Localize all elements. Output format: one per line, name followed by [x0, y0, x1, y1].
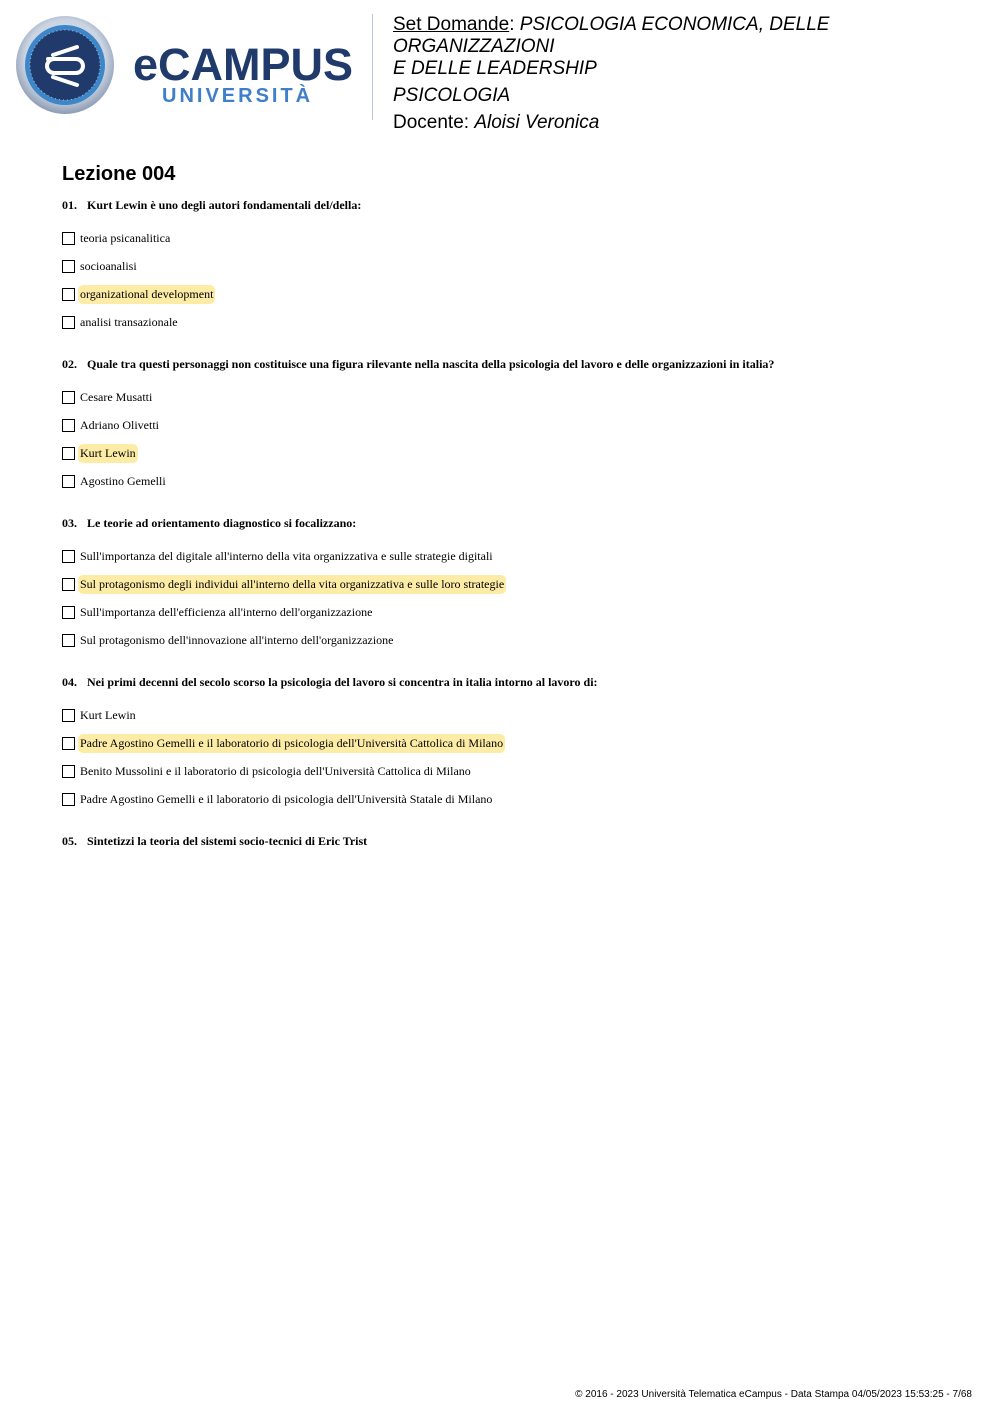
question-number: 02.	[62, 357, 77, 371]
page-footer: © 2016 - 2023 Università Telematica eCampus - Data Stampa 04/05/2023 15:53:25 - 7/68	[575, 1389, 972, 1400]
answer-option[interactable]	[62, 701, 992, 729]
answer-text: Adriano Olivetti	[80, 417, 159, 432]
answer-checkbox[interactable]	[62, 606, 75, 619]
question-text	[62, 356, 992, 372]
universita-wordmark: UNIVERSITÀ	[162, 85, 314, 107]
answer-text: Padre Agostino Gemelli e il laboratorio di psicologia dell'Università Statale di Milano	[80, 791, 493, 806]
answer-option[interactable]	[62, 252, 992, 280]
question-number: 01.	[62, 198, 77, 212]
answer-checkbox[interactable]	[62, 793, 75, 806]
answer-text: analisi transazionale	[80, 314, 178, 329]
question-03	[62, 515, 992, 654]
answer-text: Sull'importanza del digitale all'interno della vita organizzativa e sulle strategie digitali	[80, 548, 493, 563]
answer-option[interactable]	[62, 757, 992, 785]
answer-option[interactable]	[62, 308, 992, 336]
question-text	[62, 197, 992, 213]
answer-checkbox[interactable]	[62, 475, 75, 488]
lesson-title: Lezione 004	[62, 163, 176, 185]
ecampus-wordmark: eCAMPUS	[133, 39, 354, 90]
answer-text-highlighted: Padre Agostino Gemelli e il laboratorio di psicologia dell'Università Cattolica di Milano	[78, 734, 505, 753]
question-label: Nei primi decenni del secolo scorso la psicologia del lavoro si concentra in italia intorno al lavoro di:	[87, 675, 598, 689]
docente-name: Aloisi Veronica	[474, 112, 600, 133]
question-04	[62, 674, 992, 813]
answer-option[interactable]	[62, 224, 992, 252]
answer-checkbox[interactable]	[62, 578, 75, 591]
answer-text-highlighted: Sul protagonismo degli individui all'interno della vita organizzativa e sulle loro strategie	[78, 575, 506, 594]
question-number: 03.	[62, 516, 77, 530]
docente	[393, 112, 993, 134]
question-text	[62, 833, 992, 849]
answer-text: Benito Mussolini e il laboratorio di psicologia dell'Università Cattolica di Milano	[80, 763, 471, 778]
answer-option[interactable]	[62, 626, 992, 654]
question-number: 05.	[62, 834, 77, 848]
question-label: Sintetizzi la teoria del sistemi socio-tecnici di Eric Trist	[87, 834, 368, 848]
answer-option[interactable]	[62, 542, 992, 570]
question-text	[62, 674, 992, 690]
question-number: 04.	[62, 675, 77, 689]
question-label: Kurt Lewin è uno degli autori fondamentali del/della:	[87, 198, 362, 212]
docente-label: Docente:	[393, 112, 470, 133]
answer-checkbox[interactable]	[62, 709, 75, 722]
answer-text: Kurt Lewin	[80, 707, 136, 722]
answer-text: Agostino Gemelli	[80, 473, 166, 488]
question-label: Quale tra questi personaggi non costituisce una figura rilevante nella nascita della psicologia del lavoro e delle organizzazioni in italia?	[87, 357, 775, 371]
answer-checkbox[interactable]	[62, 316, 75, 329]
question-02	[62, 356, 992, 495]
answer-checkbox[interactable]	[62, 232, 75, 245]
ecampus-seal-logo	[15, 15, 115, 115]
answer-option[interactable]	[62, 383, 992, 411]
answer-option-highlighted[interactable]	[62, 729, 992, 757]
answer-text: teoria psicanalitica	[80, 230, 171, 245]
header-info	[393, 14, 993, 134]
answer-option[interactable]	[62, 598, 992, 626]
set-label: Set Domande	[393, 14, 510, 35]
answer-option-highlighted[interactable]	[62, 570, 992, 598]
answer-checkbox[interactable]	[62, 391, 75, 404]
answer-text: Sull'importanza dell'efficienza all'interno dell'organizzazione	[80, 604, 373, 619]
answer-option[interactable]	[62, 467, 992, 495]
question-text	[62, 515, 992, 531]
answer-checkbox[interactable]	[62, 634, 75, 647]
question-list	[62, 197, 992, 869]
set-title: Set Domande: PSICOLOGIA ECONOMICA, DELLE ORGANIZZAZIONI E DELLE LEADERSHIP	[393, 14, 830, 79]
answer-checkbox[interactable]	[62, 288, 75, 301]
answer-text: socioanalisi	[80, 258, 137, 273]
answer-text: Sul protagonismo dell'innovazione all'interno dell'organizzazione	[80, 632, 394, 647]
answer-option-highlighted[interactable]	[62, 280, 992, 308]
question-label: Le teorie ad orientamento diagnostico si focalizzano:	[87, 516, 357, 530]
answer-checkbox[interactable]	[62, 419, 75, 432]
answer-checkbox[interactable]	[62, 737, 75, 750]
answer-checkbox[interactable]	[62, 447, 75, 460]
set-title-line1: PSICOLOGIA ECONOMICA, DELLE ORGANIZZAZIONI	[393, 14, 830, 57]
answer-text: Cesare Musatti	[80, 389, 153, 404]
answer-option[interactable]	[62, 785, 992, 813]
answer-text-highlighted: Kurt Lewin	[78, 444, 138, 463]
answer-option[interactable]	[62, 411, 992, 439]
question-05	[62, 833, 992, 849]
answer-checkbox[interactable]	[62, 260, 75, 273]
answer-checkbox[interactable]	[62, 550, 75, 563]
answer-option-highlighted[interactable]	[62, 439, 992, 467]
answer-text-highlighted: organizational development	[78, 285, 215, 304]
set-title-line2: E DELLE LEADERSHIP	[393, 58, 597, 79]
header-divider	[372, 14, 373, 120]
answer-checkbox[interactable]	[62, 765, 75, 778]
subject: PSICOLOGIA	[393, 85, 511, 106]
question-01	[62, 197, 992, 336]
